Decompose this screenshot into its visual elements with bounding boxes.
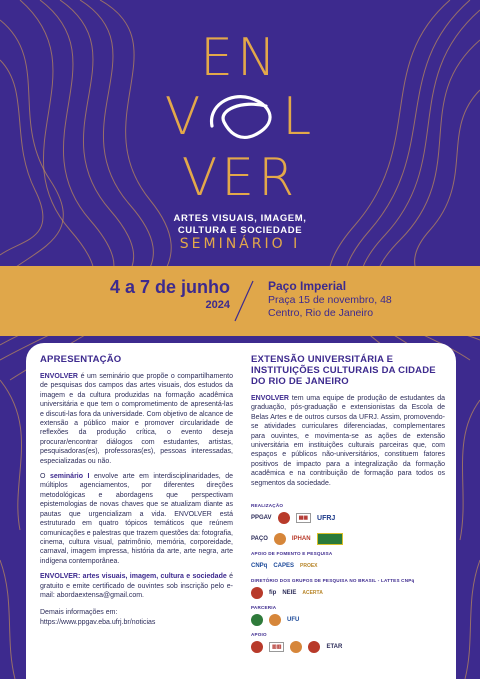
presentation-column [40,354,233,633]
fomento-label: APOIO DE FOMENTO E PESQUISA [251,551,333,556]
title-line-3: VER [181,148,299,208]
realizacao-logos-2 [251,530,445,548]
acerta-logo: ACERTA [302,590,323,596]
subtitle-line-2: CULTURA E SOCIEDADE [177,225,303,236]
fip-logo: fip [269,590,277,596]
ufu-logo: UFU [287,617,300,623]
parceria-label: PARCERIA [251,605,277,610]
neie-logo: NEIE [282,590,297,596]
eba-seal-icon [278,512,290,524]
partner-emblem-icon [269,614,281,626]
seminar-lead: seminário I [49,473,90,481]
title-line-1: EN [200,28,280,88]
iphan-logo: IPHAN [291,536,311,542]
realizacao-label: REALIZAÇÃO [251,503,284,508]
envolver-lead: ENVOLVER [40,373,78,380]
paco-logo: PAÇO [251,536,268,542]
research-group-seal-icon [251,587,263,599]
ufrj-logo: UFRJ [317,514,336,522]
capes-logo: CAPES [273,563,295,569]
fomento-logos [251,557,445,575]
venue-address-line-2: Centro, Rio de Janeiro [268,307,374,319]
envolver-full-title: ENVOLVER: artes visuais, imagem, cultura e sociedade [40,573,227,581]
presentation-paragraph-2 [40,472,233,566]
event-dates: 4 a 7 de junho [109,277,230,297]
loop-glyph-icon [206,86,280,140]
title-letter-v: V [164,87,205,147]
parceria-logos [251,611,445,629]
venue-address [268,294,392,320]
diretorio-logos [251,584,445,602]
extension-heading: EXTENSÃO UNIVERSITÁRIA E INSTITUIÇÕES CULTURAIS DA CIDADE DO RIO DE JANEIRO [251,354,436,387]
red-building-logo-icon: ▦▦ [296,513,311,523]
proex-logo: PROEX [300,563,318,569]
ppgav-logo: PPGAV [251,515,272,521]
presentation-paragraph-1 [40,372,233,466]
presentation-text-2-pre: O [40,473,50,481]
divider-slash-icon [233,279,255,323]
more-info-link[interactable]: https://www.ppgav.eba.ufrj.br/noticias [40,618,156,626]
title-letter-l: L [282,87,316,147]
apoio-label: APOIO [251,632,267,637]
extension-lead: ENVOLVER [251,395,289,402]
title-block [0,0,480,266]
partner-seal-icon [251,614,263,626]
support-seal-3-icon [308,641,320,653]
extension-text: tem uma equipe de produção de estudantes da graduação, pós-graduação e extensionistas da Escola de Belas Artes e de outros cursos da UFRJ. Assim, promovendo-se atividades curriculares diferenciadas, complementares para ouvintes, e movimenta-se as ações de extensão universitária em instituições culturais parceiras que, com espaços e públicos não-universitários, constituem fatores positivos de impacto para a integralização da formação acadêmica e na contribuição de formação para todos os segmentos da sociedade. [251,395,445,487]
cnpq-logo: CNPq [251,563,268,569]
sponsor-logos [251,503,445,659]
presentation-text-1: é um seminário que propõe o compartilhamento de pesquisas dos campos das artes visuais, dos estudos da imagem e da cultura produzidas na formação acadêmica universitária e que tem o comprometimento de apresentá-las e discuti-las fora da universidade. Com objetivo de alcance de extensão a público maior e promover circularidade de reflexões da produção crítica, o evento deseja procurar/encontrar diálogos com estudantes, artistas, pesquisadoras(es), professoras(es), pessoas interessadas, especializadas ou não. [40,373,233,465]
presentation-heading: APRESENTAÇÃO [40,354,122,365]
venue-name: Paço Imperial [268,279,347,293]
presentation-text-3: é gratuito e emite certificado de ouvintes sob inscrição pelo e-mail: abordaextensa@gmail.com. [40,573,233,599]
realizacao-logos [251,509,445,527]
diretorio-label: DIRETÓRIO DOS GRUPOS DE PESQUISA NO BRASIL - LATTES CNPq [251,578,415,583]
seminar-label: SEMINÁRIO I [179,236,301,252]
event-year: 2024 [205,299,230,311]
more-info [40,608,233,627]
apoio-logos [251,638,445,656]
extension-column [251,354,445,494]
subtitle-line-1: ARTES VISUAIS, IMAGEM, [173,213,307,224]
brazil-flag-icon [317,533,343,545]
presentation-paragraph-3 [40,572,233,600]
more-info-label: Demais informações em: [40,609,118,617]
presentation-text-2: envolve arte em interdisciplinaridades, de múltiplos agenciamentos, por diferentes direções metodológicas e abordagens que perspectivam epistemologias de novas chaves que se atualizam diante as pautas que urgencializam a vida. ENVOLVER está estruturado em quatro tópicos temáticos que reúnem comunicações e palestras que trazem questões da: fotografia, cinema, cultura visual, patrimônio, memória, corporeidade, carnaval, imagem impressa, história da arte, arte negra, arte indígena contemporânea. [40,473,233,565]
etar-logo: ETAR [326,644,343,650]
extension-paragraph [251,394,445,488]
museum-seal-icon [274,533,286,545]
support-building-icon: ▥▥ [269,642,284,652]
venue-address-line-1: Praça 15 de novembro, 48 [268,294,392,306]
title-line-2 [0,86,480,145]
support-seal-2-icon [290,641,302,653]
support-seal-1-icon [251,641,263,653]
